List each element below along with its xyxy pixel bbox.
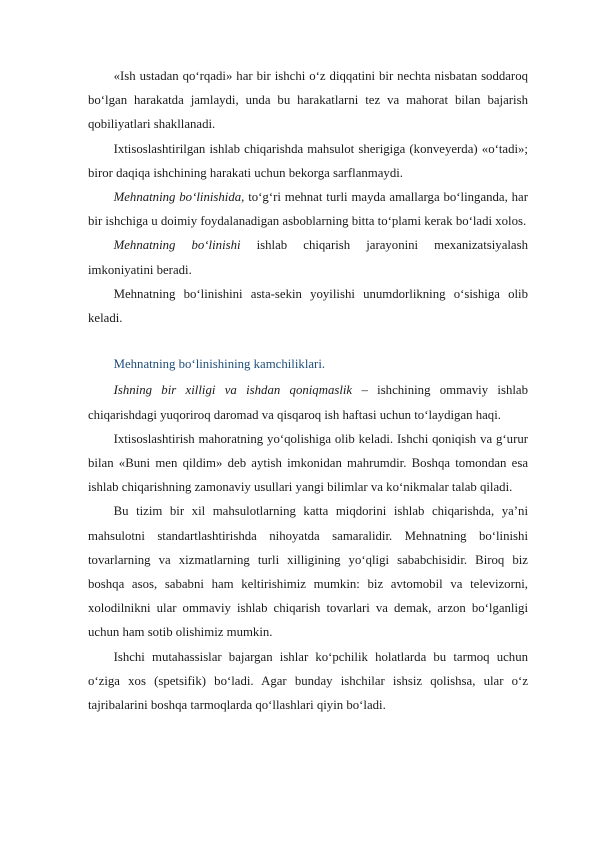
paragraph [88, 282, 528, 330]
paragraph [88, 427, 528, 500]
paragraph-text: Ishchi mutahassislar bajargan ishlar koʻpchilik holatlarda bu tarmoq uchun oʻziga xos (spetsifik) boʻladi. Agar bunday ishchilar ishsiz qolishsa, ular oʻz tajribalarini boshqa tarmoqlarda qoʻllashlari qiyin boʻladi. [88, 649, 528, 713]
paragraph [88, 185, 528, 233]
section-heading [88, 352, 528, 376]
paragraph [88, 499, 528, 644]
paragraph-text: Ixtisoslashtirish mahoratning yoʻqolishiga olib keladi. Ishchi qoniqish va gʻurur bilan «Buni men qildim» deb aytish imkonidan mahrumdir. Boshqa tomondan esa ishlab chiqarishning zamonaviy usullari yangi bilimlar va koʻnikmalar talab qiladi. [88, 431, 528, 495]
paragraph [88, 137, 528, 185]
paragraph-text: – ishchining ommaviy ishlab chiqarishdagi yuqoriroq daromad va qisqaroq ish haftasi uchun toʻlaydigan haqi. [88, 383, 529, 422]
paragraph-text: Ixtisoslashtirilgan ishlab chiqarishda mahsulot sherigiga (konveyerda) «oʻtadi»; biror daqiqa ishchining harakati uchun bekorga sarflanmaydi. [88, 141, 528, 180]
paragraph [88, 64, 528, 137]
document-page [88, 64, 528, 717]
paragraph [88, 233, 528, 281]
paragraph [88, 645, 528, 718]
paragraph-text: «Ish ustadan qoʻrqadi» har bir ishchi oʻz diqqatini bir nechta nisbatan soddaroq boʻlgan harakatda jamlaydi, unda bu harakatlarni tez va mahorat bilan bajarish qobiliyatlari shakllanadi. [88, 69, 528, 132]
paragraph-text: Bu tizim bir xil mahsulotlarning katta miqdorini ishlab chiqarishda, ya’ni mahsulotni standartlashtirishda nihoyatda samaralidir. Mehnatning boʻlinishi tovarlarning va xizmatlarning turli xilligining yoʻqligi sababchisidir. Biroq biz boshqa asos, sababni ham keltirishimiz mumkin: biz avtomobil va televizorni, xolodilnikni ular ommaviy ishlab chiqarish tovarlari va demak, arzon boʻlganligi uchun ham sotib olishimiz mumkin. [88, 504, 528, 640]
italic-term: Ishning bir xilligi va ishdan qoniqmaslik [113, 383, 353, 398]
section-heading-text: Mehnatning boʻlinishining kamchiliklari. [113, 357, 326, 372]
paragraph-text: ishlab chiqarish jarayonini mexanizatsiyalash imkoniyatini beradi. [88, 238, 528, 277]
italic-term: Mehnatning boʻlinishida [113, 190, 242, 205]
italic-term: Mehnatning boʻlinishi [113, 238, 241, 253]
paragraph-text: Mehnatning boʻlinishini asta-sekin yoyilishi unumdorlikning oʻsishiga olib keladi. [88, 286, 528, 326]
paragraph [88, 378, 528, 426]
paragraph-text: , toʻgʻri mehnat turli mayda amallarga boʻlinganda, har bir ishchiga u doimiy foydalanadigan asboblarning bitta toʻplami kerak boʻladi xolos. [88, 190, 528, 229]
